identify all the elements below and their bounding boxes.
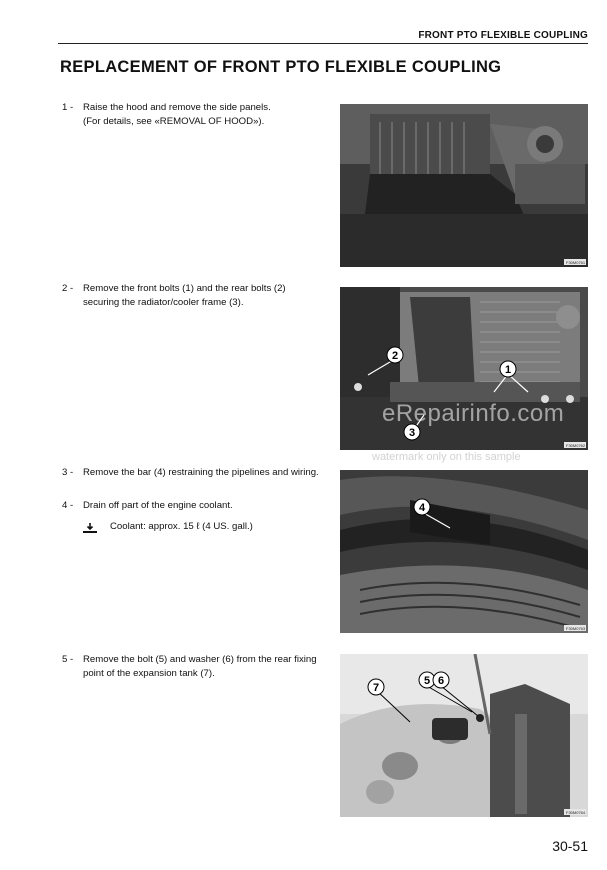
photo-hood-raised [340,104,588,267]
step-number: 4 - [62,500,74,511]
coolant-note: Coolant: approx. 15 ℓ (4 US. gall.) [110,521,253,532]
step-3 [62,466,324,496]
photo-restraining-bar [340,470,588,633]
photo-code: F30M0764 [566,810,586,815]
photo-code: F30M0762 [566,443,586,448]
watermark-note: watermark only on this sample [372,451,521,463]
callout-2: 2 [391,350,399,362]
page-title: REPLACEMENT OF FRONT PTO FLEXIBLE COUPLING [60,58,502,76]
callout-5: 5 [423,675,431,687]
step-text-line: Raise the hood and remove the side panels. [83,102,271,113]
step-number: 2 - [62,283,74,294]
photo-code: F30M0761 [566,260,586,265]
step-number: 1 - [62,102,74,113]
step-4 [62,499,324,515]
step-5 [62,653,324,683]
callout-7: 7 [372,682,380,694]
callout-3: 3 [408,427,416,439]
step-number: 5 - [62,654,74,665]
step-text-line: (For details, see «REMOVAL OF HOOD»). [83,115,265,127]
step-1 [62,101,324,131]
step-text: Remove the bar (4) restraining the pipelines and wiring. [83,467,319,478]
page-number: 30-51 [552,838,588,854]
photo-expansion-tank [340,654,588,817]
header-section-title: FRONT PTO FLEXIBLE COUPLING [418,30,588,41]
photo-code: F30M0763 [566,626,586,631]
step-2 [62,282,324,312]
watermark-url: eRepairinfo.com [382,400,565,427]
callout-6: 6 [437,675,445,687]
callout-1: 1 [504,364,512,376]
step-number: 3 - [62,467,74,478]
callout-4: 4 [418,502,426,514]
drain-icon [82,522,98,536]
step-text: Remove the bolt (5) and washer (6) from the rear fixing point of the expansion tank (7). [83,654,317,679]
step-text [83,101,323,128]
step-text: Remove the front bolts (1) and the rear bolts (2) securing the radiator/cooler frame (3). [83,283,286,308]
header-rule [58,43,588,44]
step-text: Drain off part of the engine coolant. [83,500,233,511]
